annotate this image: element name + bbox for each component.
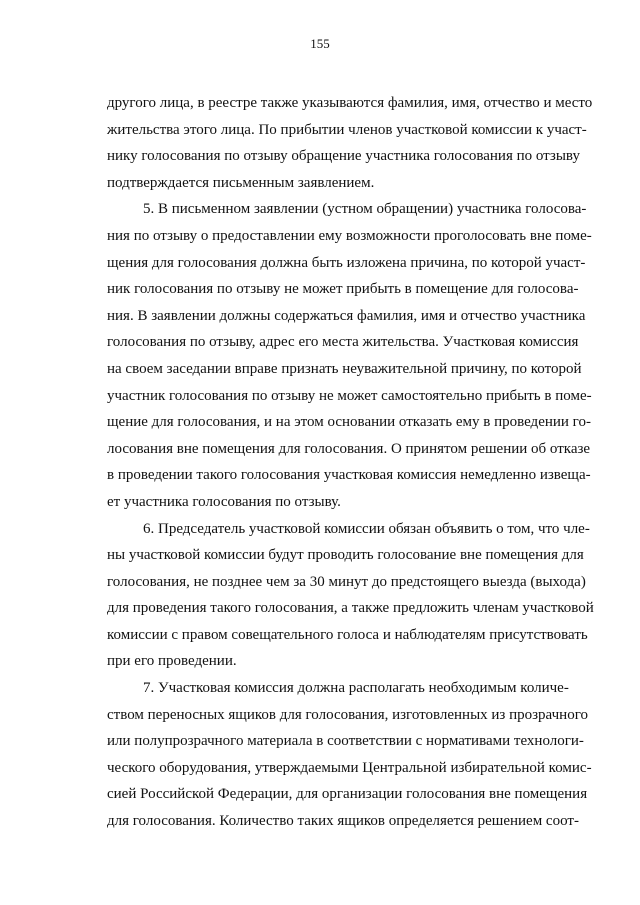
text-line: при его проведении. [107, 653, 237, 670]
text-line: другого лица, в реестре также указываются фамилия, имя, отчество и место [107, 95, 593, 111]
text-line: ния. В заявлении должны содержаться фамилия, имя и отчество участника [107, 307, 586, 324]
paragraph-6-first-line: 6. Председатель участковой комиссии обязан объявить о том, что чле- [143, 520, 590, 537]
paragraph-7-first-line: 7. Участковая комиссия должна располагать необходимым количе- [143, 680, 569, 697]
text-line: на своем заседании вправе признать неуважительной причину, по которой [107, 360, 582, 377]
body-text [107, 90, 594, 835]
text-line: щение для голосования, и на этом основании отказать ему в проведении го- [107, 414, 591, 431]
text-line: подтверждается письменным заявлением. [107, 174, 375, 191]
text-line: жительства этого лица. По прибытии членов участковой комиссии к участ- [107, 121, 587, 138]
text-line: сией Российской Федерации, для организации голосования вне помещения [107, 786, 588, 803]
text-line: комиссии с правом совещательного голоса и наблюдателям присутствовать [107, 626, 588, 643]
text-line: ник голосования по отзыву не может прибыть в помещение для голосова- [107, 281, 579, 298]
text-line: для проведения такого голосования, а также предложить членам участковой [107, 600, 594, 617]
text-line: участник голосования по отзыву не может самостоятельно прибыть в поме- [107, 387, 592, 404]
text-line: нику голосования по отзыву обращение участника голосования по отзыву [107, 148, 580, 165]
text-line: для голосования. Количество таких ящиков определяется решением соот- [107, 813, 579, 830]
text-line: или полупрозрачного материала в соответствии с нормативами технологи- [107, 733, 584, 750]
text-line: ческого оборудования, утверждаемыми Центральной избирательной комис- [107, 759, 592, 776]
text-line: щения для голосования должна быть изложена причина, по которой участ- [107, 254, 586, 271]
text-line: в проведении такого голосования участковая комиссия немедленно извеща- [107, 467, 591, 484]
text-line: голосования, не позднее чем за 30 минут до предстоящего выезда (выхода) [107, 573, 586, 590]
page-number: 155 [310, 36, 330, 51]
text-line: ния по отзыву о предоставлении ему возможности проголосовать вне поме- [107, 227, 592, 244]
paragraph-5-first-line: 5. В письменном заявлении (устном обращении) участника голосова- [143, 201, 587, 218]
text-line: ет участника голосования по отзыву. [107, 493, 341, 510]
text-line: лосования вне помещения для голосования. О принятом решении об отказе [107, 440, 591, 457]
text-line: ством переносных ящиков для голосования, изготовленных из прозрачного [107, 706, 588, 723]
text-line: ны участковой комиссии будут проводить голосование вне помещения для [107, 547, 584, 564]
text-line: голосования по отзыву, адрес его места жительства. Участковая комиссия [107, 334, 579, 351]
